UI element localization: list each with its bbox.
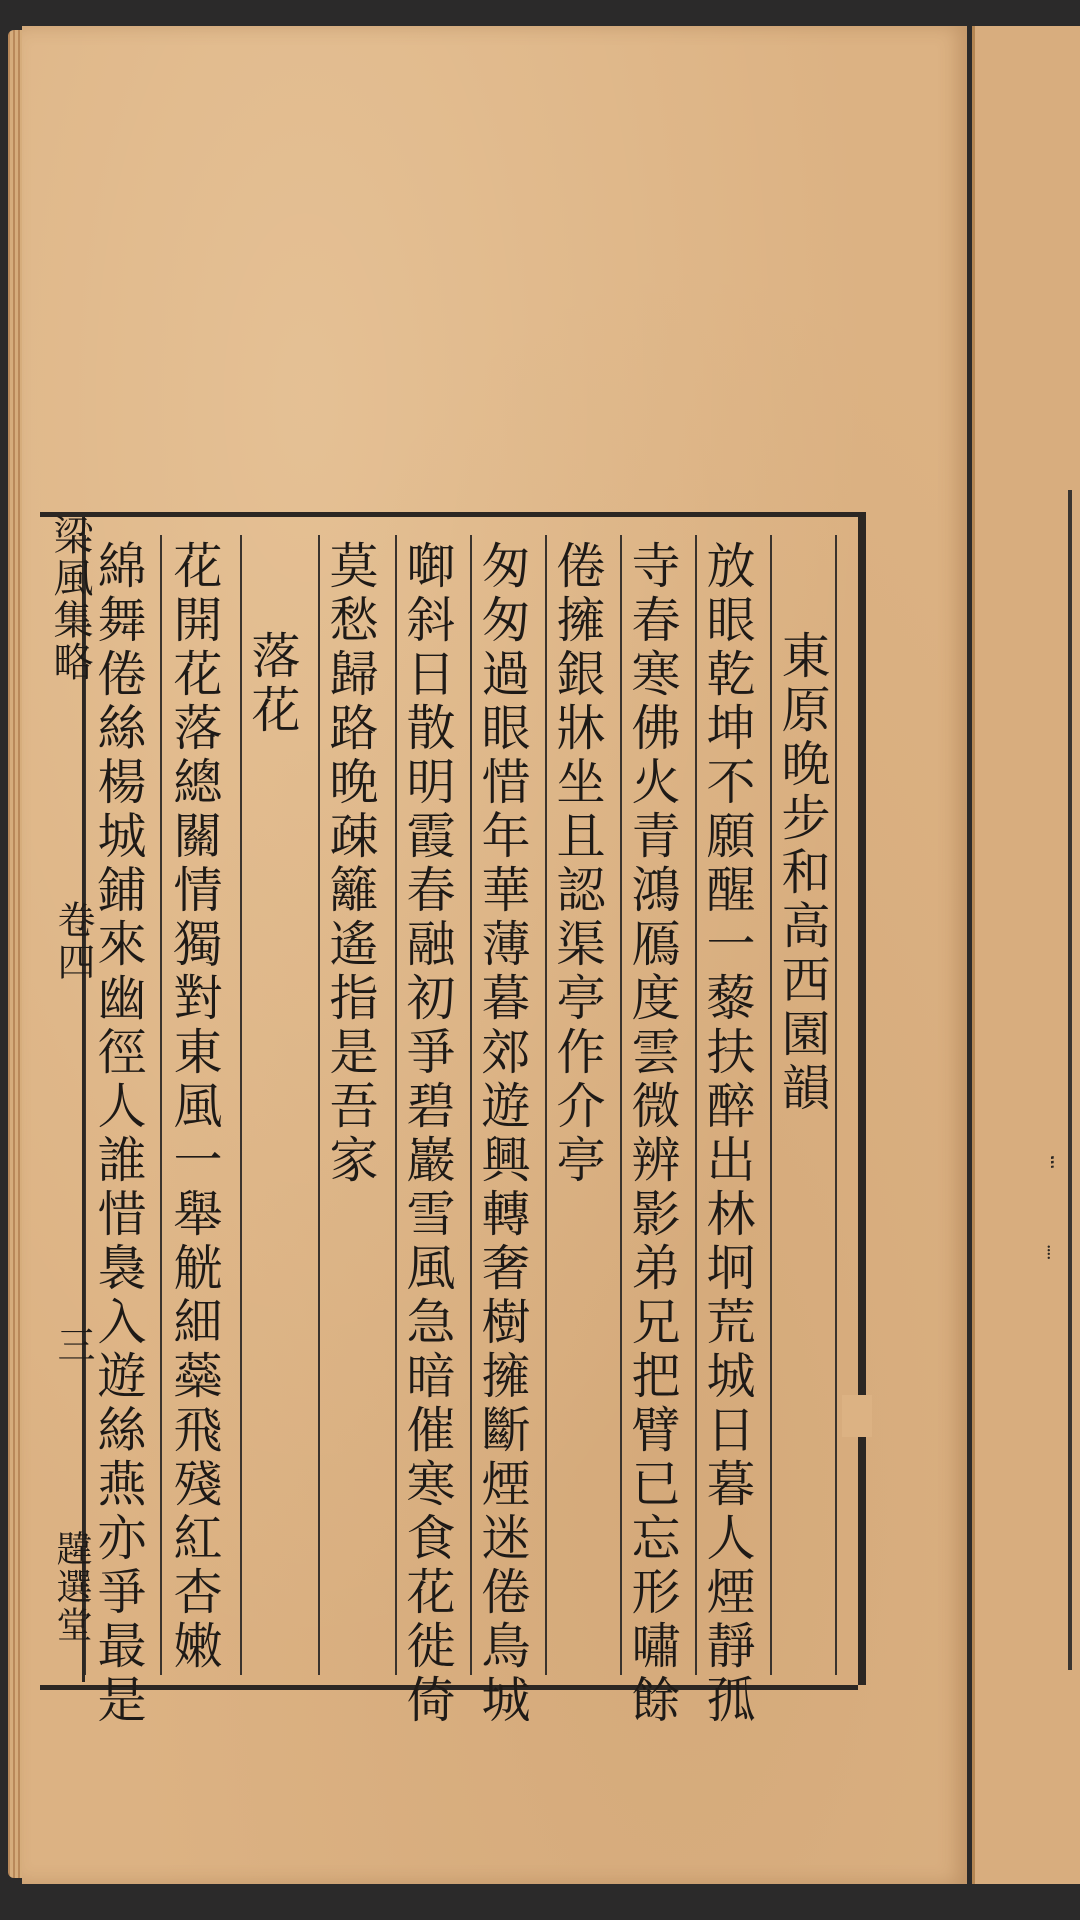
ink-speck: ⁞ <box>1046 1240 1052 1264</box>
poem-title: 落花 <box>244 630 301 738</box>
margin-strip <box>40 512 85 1682</box>
poem-line: 放眼乾坤不願醒一藜扶醉出林坰荒城日暮人煙靜孤 <box>699 540 756 1728</box>
margin-hall-name: 韙選堂 <box>51 1530 92 1644</box>
column-rule <box>545 535 547 1675</box>
column-rule <box>395 535 397 1675</box>
column-rule <box>470 535 472 1675</box>
poem-line: 匆匆過眼惜年華薄暮郊遊興轉奢樹擁斷煙迷倦鳥城 <box>474 540 531 1728</box>
poem-line: 綿舞倦絲楊城鋪來幽徑人誰惜裊入遊絲燕亦爭最是 <box>90 540 147 1728</box>
ink-speck: ፧ <box>1050 1150 1055 1174</box>
margin-page-number: 三 <box>51 1325 95 1363</box>
poem-line: 啣斜日散明霞春融初爭碧巖雪風急暗催寒食花徙倚 <box>399 540 456 1728</box>
column-rule <box>318 535 320 1675</box>
poem-title: 東原晚步和高西園韻 <box>774 630 831 1116</box>
poem-line: 花開花落總關情獨對東風一舉觥細蘂飛殘紅杏嫩 <box>166 540 223 1674</box>
column-rule <box>620 535 622 1675</box>
facing-page-border <box>1068 490 1080 1670</box>
column-rule <box>835 535 837 1675</box>
margin-volume: 卷四 <box>51 900 95 984</box>
column-rule <box>160 535 162 1675</box>
column-rule <box>770 535 772 1675</box>
border-notch <box>842 1395 872 1437</box>
column-rule <box>240 535 242 1675</box>
poem-line: 莫愁歸路晚疎籬遙指是吾家 <box>322 540 379 1188</box>
poem-line: 倦擁銀牀坐且認渠亭作介亭 <box>549 540 606 1188</box>
facing-page-edge <box>972 26 1080 1884</box>
poem-line: 寺春寒佛火青鴻鴈度雲微辨影弟兄把臂已忘形嘯餘 <box>624 540 681 1728</box>
column-rule <box>695 535 697 1675</box>
print-block-right-border <box>858 512 866 1685</box>
margin-book-title: 梁風集略 <box>47 515 93 683</box>
